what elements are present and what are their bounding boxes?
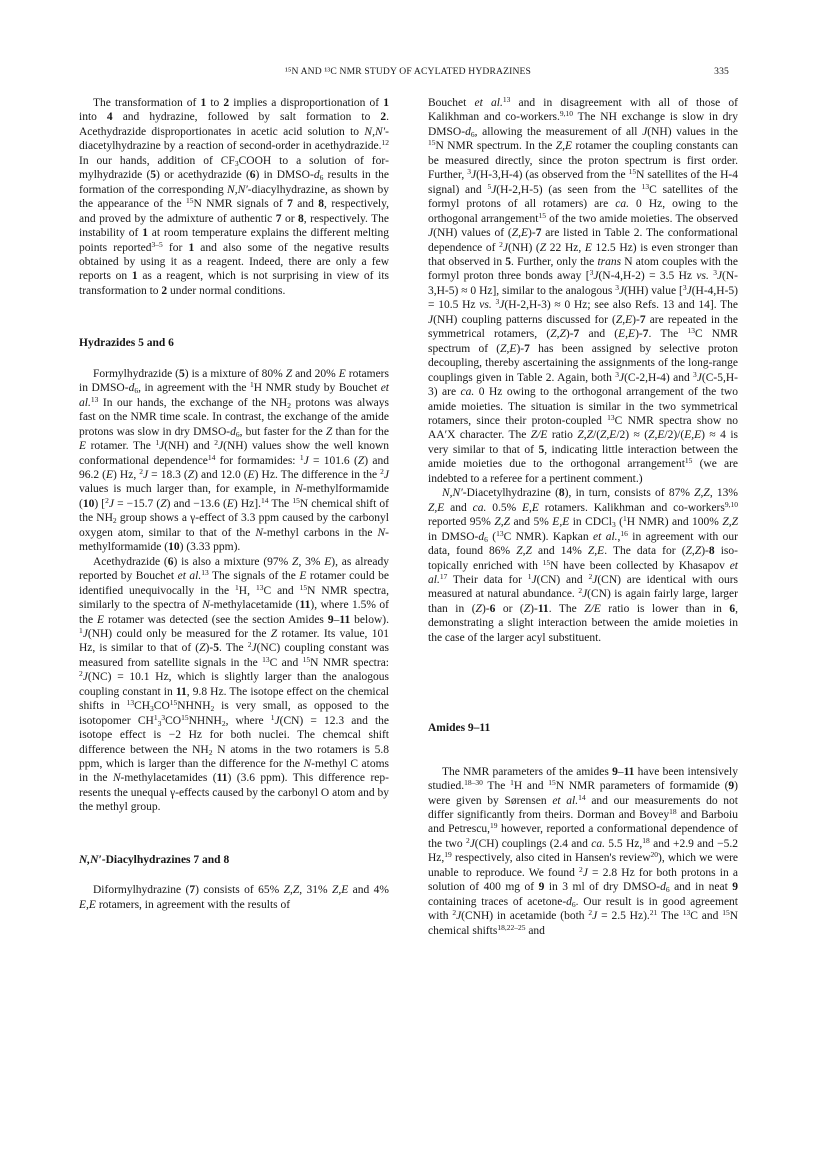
section-heading-hydrazides: Hydrazides 5 and 6 [79,337,174,350]
right-column [428,96,738,938]
running-header [0,66,816,80]
paragraph-amides: The NMR parameters of the amides 9–11 have been intensively studied.$^{18-30}$ The $^1$H and $^{15}$N NMR parameters of formamide (9) were given by Sørensen et al.$^{14}$ and our measurements do not differ significantly from theirs. Dorman and Bovey$^{18}$ and Barboiu and Petrescu,$^{19}$ however, reported a conformational dependence of the two $^2$J(CH) couplings (2.4 and ca. 5.5 Hz,$^{18}$ and +2.9 and −5.2 Hz,$^{19}$ respectively, also cited in Hansen's review$^{20}$), which we were unable to reproduce. We found $^2$J = 2.8 Hz for both protons in a solution of 400 mg of 9 in 3 ml of dry DMSO-$d_6$ and in neat 9 containing traces of acetone-$d_6$. Our result is in good agreement with $^2$J(CNH) in acetamide (both $^2$J = 2.5 Hz).$^{21}$ The $^{13}$C and $^{15}$N chemical shifts$^{18,22-25}$ and [428,765,738,937]
running-title: ¹⁵N AND ¹³C NMR STUDY OF ACYLATED HYDRAZINES [284,66,532,77]
paragraph-disproportionation: The transformation of 1 to 2 implies a disproportionation of 1 into 4 and hydrazine, followed by salt formation to 2. Acethydrazide disproportionates in acetic acid solution to N,N′-diacetylhydrazine by a reaction of second-order in acethydrazide.$^{12}$ In our hands, addition of $CF_3COOH$ to a solution of formylhydrazide (5) or acethydrazide (6) in DMSO-$d_6$ results in the formation of the corresponding N,N′-diacylhydrazine, as shown by the appearance of the $^{15}$N NMR signals of 7 and 8, respectively, and proved by the admixture of authentic 7 or 8, respectively. The instability of 1 at room temperature explains the different melting points reported$^{3-5}$ for 1 and also some of the negative results obtained by using it as a reagent. Indeed, there are only a few reports on 1 as a reagent, which is not surprising in view of its transformation to 2 under normal conditions. [79,97,390,297]
paragraph-acethydrazide: Acethydrazide (6) is also a mixture (97% Z, 3% E), as already reported by Bouchet et al.$^{13}$ The signals of the E rotamer could be identified unequivocally in the $^1$H, $^{13}$C and $^{15}$N NMR spectra, similarly to the spectra of N-methylacetamide (11), where 1.5% of the E rotamer was detected (see the section Amides 9–11 below). $^1$J(NH) could only be measured for the Z rotamer. Its value, 101 Hz, is similar to that of (Z)-5. The $^2$J(NC) coupling constant was measured from satellite signals in the $^{13}$C and $^{15}$N NMR spectra: $^2$J(NC) = 10.1 Hz, which is slightly larger than the analogous coupling constant in 11, 9.8 Hz. The isotope effect on the chemical shifts in $^{13}CH_3CO^{15}NHNH_2$ is very small, as opposed to the isotopomer $CH^1_3^3CO^{15}NHNH_2$, where $^1$J(CN) = 12.3 and the isotope effect is −2 Hz for both nuclei. The chemcal shift difference between the $NH_2$ N atoms in the two rotamers is 5.8 ppm, which is larger than the difference for the N-methyl C atoms in the N-methylacetamides (11) (3.6 ppm). This difference represents the unequal γ-effects caused by the carbonyl O atom and by the methyl group. [79,555,390,814]
left-column [79,96,389,912]
paragraph-diformylhydrazine-start: Diformylhydrazine (7) consists of 65% Z,Z, 31% Z,E and 4% E,E rotamers, in agreement with the results of [79,884,389,911]
paragraph-diacetylhydrazine: N,N′-Diacetylhydrazine (8), in turn, consists of 87% Z,Z, 13% Z,E and ca. 0.5% E,E rotamers. Kalikhman and co-workers$^{9,10}$ reported 95% Z,Z and 5% E,E in CDCl$_3$ ($^1$H NMR) and 100% Z,Z in DMSO-$d_6$ ($^{13}$C NMR). Kapkan et al.,$^{16}$ in agreement with our data, found 86% Z,Z and 14% Z,E. The data for (Z,Z)-8 isotopically enriched with $^{15}$N have been collected by Khasapov et al.$^{17}$ Their data for $^1$J(CN) and $^2$J(CN) are identical with ours measured at natural abundance. $^2$J(CN) is again fairly large, larger than in (Z)-6 or (Z)-11. The Z/E ratio is lower than in 6, demonstrating a slight interaction between the amide moieties in the case of the larger acyl substituent. [428,487,738,644]
paragraph-diformylhydrazine-cont: Bouchet et al.$^{13}$ and in disagreement with all of those of Kalikhman and co-workers.$^{9,10}$ The NH exchange is slow in dry DMSO-$d_6$, allowing the measurement of all J(NH) values in the $^{15}$N NMR spectrum. In the Z,E rotamer the coupling constants can be measured directly, since the proton spectrum is first order. Further, $^3$J(H-3,H-4) (as observed from the $^{15}$N satellites of the H-4 signal) and $^5$J(H-2,H-5) (as seen from the $^{13}$C satellites of the formyl protons of all rotamers) are ca. 0 Hz, owing to the orthogonal arrangement$^{15}$ of the two amide moieties. The observed J(NH) values of (Z,E)-7 are listed in Table 2. The conformational dependence of $^2$J(NH) (Z 22 Hz, E 12.5 Hz) is even stronger than that observed in 5. Further, only the trans N atom couples with the formyl proton three bonds away [$^3$J(N-4,H-2) = 3.5 Hz vs. $^3$J(N-3,H-5) ≈ 0 Hz], similar to the analogous $^3$J(HH) value [$^3$J(H-4,H-5) = 10.5 Hz vs. $^3$J(H-2,H-3) ≈ 0 Hz; see also Refs. 13 and 14]. The J(NH) coupling patterns discussed for (Z,E)-7 are repeated in the symmetrical rotamers, (Z,Z)-7 and (E,E)-7. The $^{13}$C NMR spectrum of (Z,E)-7 has been assigned by selective proton decoupling, thereby ascertaining the assignments of the long-range couplings given in Table 2. Again, both $^3$J(C-2,H-4) and $^3$J(C-5,H-3) are ca. 0 Hz owing to the orthogonal arrangement of the two amide moieties. The situation is similar in the two symmetrical rotamers, since their proton-coupled $^{13}$C NMR spectra show no AA′X character. The Z/E ratio Z,Z/(Z,E/2) ≈ (Z,E/2)/(E,E) ≈ 4 is very similar to that of 5, indicating little interaction between the amide moieties due to the orthogonal arrangement$^{15}$ (we are indebted to a referee for a pertinent comment.) [428,95,739,485]
page-number: 335 [714,66,729,77]
paragraph-formylhydrazide: Formylhydrazide (5) is a mixture of 80% Z and 20% E rotamers in DMSO-$d_6$, in agreement with the $^1$H NMR study by Bouchet et al.$^{13}$ In our hands, the exchange of the $NH_2$ protons was always fast on the NMR time scale. In contrast, the exchange of the amide protons was slow in dry DMSO-$d_6$, but faster for the Z than for the E rotamer. The $^1$J(NH) and $^2$J(NH) values show the well known conformational dependence$^{14}$ for formamides: $^1$J = 101.6 (Z) and 96.2 (E) Hz, $^2$J = 18.3 (Z) and 12.0 (E) Hz. The difference in the $^2$J values is much larger than, for example, in N-methylformamide (10) [$^2$J = −15.7 (Z) and −13.6 (E) Hz].$^{14}$ The $^{15}$N chemical shift of the $NH_2$ group shows a γ-effect of 3.3 ppm caused by the carbonyl oxygen atom, similar to that of the N-methyl carbons in the N-methylformamide (10) (3.33 ppm). [79,367,390,554]
section-heading-amides: Amides 9–11 [428,722,491,735]
section-heading-diacylhydrazines: N,N′-Diacylhydrazines 7 and 8 [79,853,230,866]
